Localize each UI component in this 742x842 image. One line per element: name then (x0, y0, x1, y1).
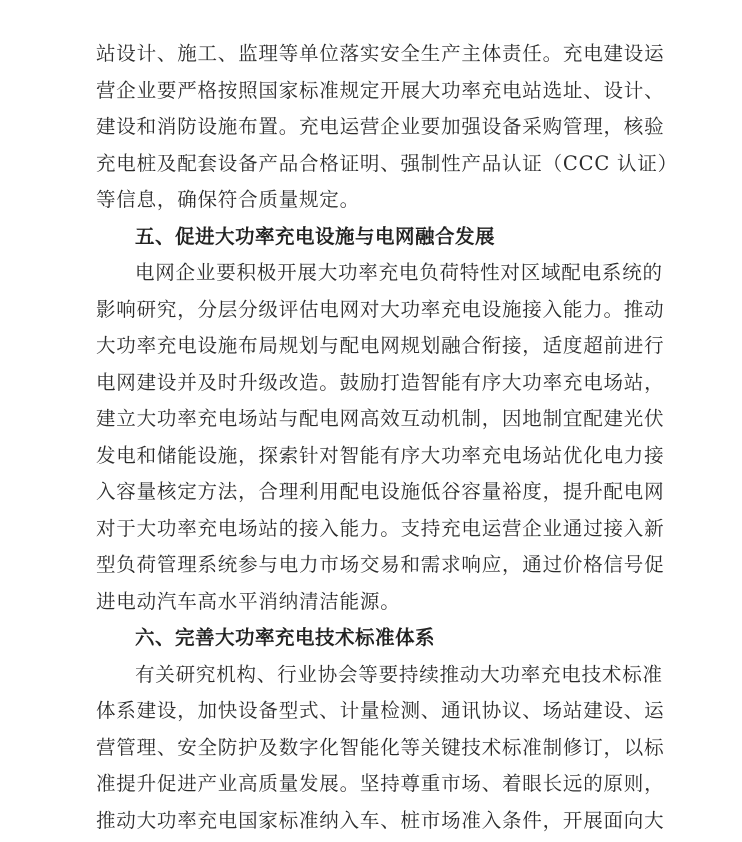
paragraph-3-line-4: 准提升促进产业高质量发展。坚持尊重市场、着眼长远的原则， (96, 772, 665, 795)
paragraph-1-line-5: 等信息，确保符合质量规定。 (96, 188, 360, 211)
paragraph-2-line-9: 型负荷管理系统参与电力市场交易和需求响应，通过价格信号促 (96, 553, 665, 576)
paragraph-1-line-1: 站设计、施工、监理等单位落实安全生产主体责任。充电建设运 (96, 42, 665, 65)
paragraph-2-line-6: 发电和储能设施，探索针对智能有序大功率充电场站优化电力接 (96, 443, 665, 467)
paragraph-2-line-10: 进电动汽车高水平消纳清洁能源。 (96, 589, 401, 613)
paragraph-3-line-5: 推动大功率充电国家标准纳入车、桩市场准入条件，开展面向大 (96, 808, 665, 832)
paragraph-2-line-5: 建立大功率充电场站与配电网高效互动机制，因地制宜配建光伏 (96, 407, 665, 430)
paragraph-1-line-3: 建设和消防设施布置。充电运营企业要加强设备采购管理，核验 (96, 115, 665, 138)
paragraph-1-line-2: 营企业要严格按照国家标准规定开展大功率充电站选址、设计、 (96, 78, 665, 102)
paragraph-3-line-3: 营管理、安全防护及数字化智能化等关键技术标准制修订，以标 (96, 735, 665, 759)
paragraph-2-line-1: 电网企业要积极开展大功率充电负荷特性对区域配电系统的 (135, 261, 663, 284)
paragraph-2-line-8: 对于大功率充电场站的接入能力。支持充电运营企业通过接入新 (96, 516, 665, 540)
paragraph-2-line-7: 入容量核定方法，合理利用配电设施低谷容量裕度，提升配电网 (96, 480, 665, 503)
paragraph-3-line-1: 有关研究机构、行业协会等要持续推动大功率充电技术标准 (135, 662, 663, 686)
paragraph-1-line-4: 充电桩及配套设备产品合格证明、强制性产品认证（CCC 认证） (96, 151, 678, 175)
section-heading-6: 六、完善大功率充电技术标准体系 (135, 626, 436, 649)
paragraph-2-line-4: 电网建设并及时升级改造。鼓励打造智能有序大功率充电场站， (96, 370, 665, 394)
paragraph-3-line-2: 体系建设，加快设备型式、计量检测、通讯协议、场站建设、运 (96, 699, 665, 722)
paragraph-2-line-3: 大功率充电设施布局规划与配电网规划融合衔接，适度超前进行 (96, 334, 665, 357)
paragraph-2-line-2: 影响研究，分层分级评估电网对大功率充电设施接入能力。推动 (96, 297, 665, 321)
section-heading-5: 五、促进大功率充电设施与电网融合发展 (135, 224, 496, 248)
